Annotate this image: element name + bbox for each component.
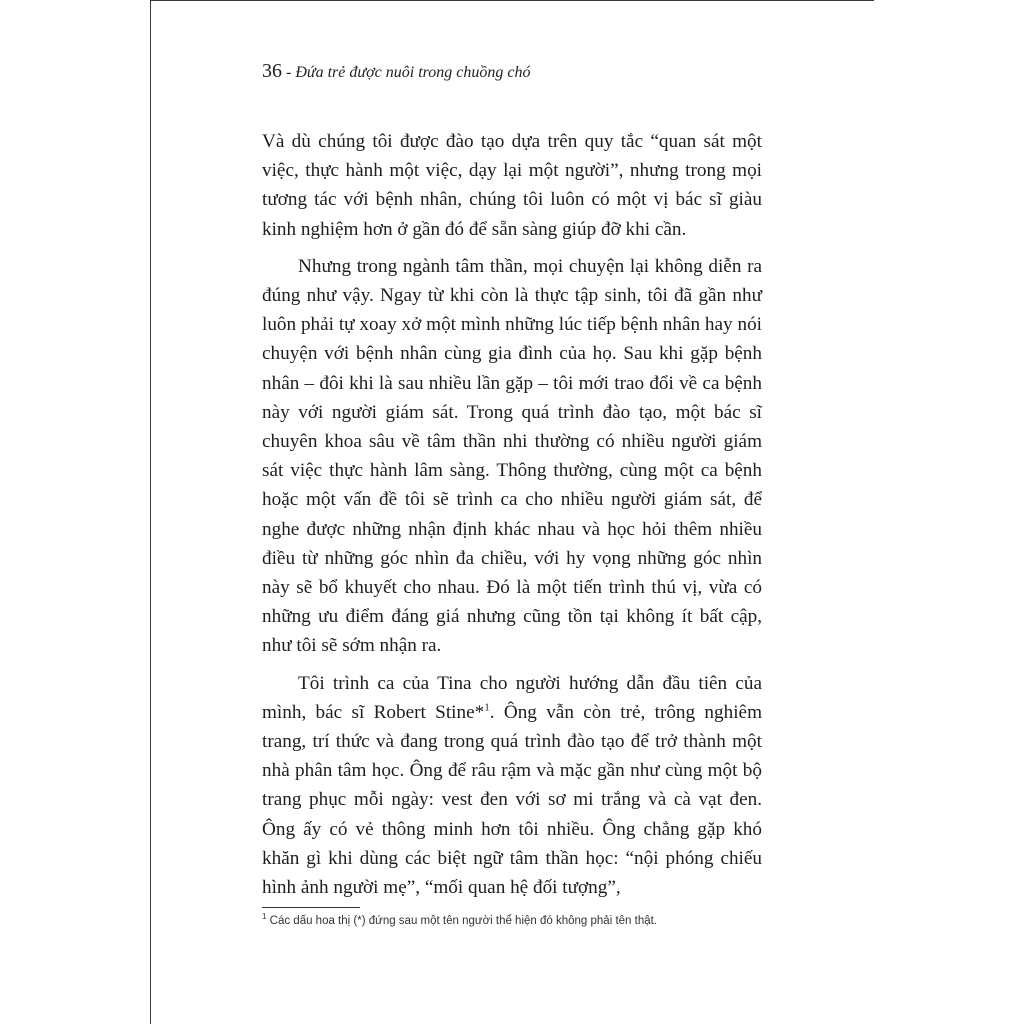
running-header (262, 60, 530, 83)
body-text (262, 127, 762, 902)
book-title: Đứa trẻ được nuôi trong chuồng chó (295, 64, 531, 81)
paragraph-2: Nhưng trong ngành tâm thần, mọi chuyện lại không diễn ra đúng như vậy. Ngay từ khi còn là thực tập sinh, tôi đã gần như luôn phải tự xoay xở một mình những lúc tiếp bệnh nhân hay nói chuyện với bệnh nhân cùng gia đình của họ. Sau khi gặp bệnh nhân – đôi khi là sau nhiều lần gặp – tôi mới trao đổi về ca bệnh này với người giám sát. Trong quá trình đào tạo, một bác sĩ chuyên khoa sâu về tâm thần nhi thường có nhiều người giám sát việc thực hành lâm sàng. Thông thường, cùng một ca bệnh hoặc một vấn đề tôi sẽ trình ca cho nhiều người giám sát, để nghe được những nhận định khác nhau và học hỏi thêm nhiều điều từ những góc nhìn đa chiều, với hy vọng những góc nhìn này sẽ bổ khuyết cho nhau. Đó là một tiến trình thú vị, vừa có những ưu điểm đáng giá nhưng cũng tồn tại không ít bất cập, như tôi sẽ sớm nhận ra. (262, 255, 762, 657)
paragraph-1: Và dù chúng tôi được đào tạo dựa trên quy tắc “quan sát một việc, thực hành một việc, dạy lại một người”, nhưng trong mọi tương tác với bệnh nhân, chúng tôi luôn có một vị bác sĩ giàu kinh nghiệm hơn ở gần đó để sẵn sàng giúp đỡ khi cần. (262, 131, 762, 240)
footnote-reference: 1 (484, 701, 490, 714)
footnote-text: Các dấu hoa thị (*) đứng sau một tên người thể hiện đó không phải tên thật. (266, 915, 658, 927)
paragraph-3-part-1: Tôi trình ca của Tina cho người hướng dẫn đầu tiên của mình, bác sĩ Robert Stine* (262, 672, 762, 723)
footnote-divider (262, 907, 360, 908)
page-top-border (150, 0, 874, 1)
page-number: 36 (262, 60, 282, 82)
paragraph-3 (262, 669, 762, 903)
header-separator: - (286, 64, 292, 81)
paragraph-3-part-2: . Ông vẫn còn trẻ, trông nghiêm trang, trí thức và đang trong quá trình đào tạo để trở thành một nhà phân tâm học. Ông để râu rậm và mặc gần như cùng một bộ trang phục mỗi ngày: vest đen với sơ mi trắng và cà vạt đen. Ông ấy có vẻ thông minh hơn tôi nhiều. Ông chẳng gặp khó khăn gì khi dùng các biệt ngữ tâm thần học: “nội phóng chiếu hình ảnh người mẹ”, “mối quan hệ đối tượng”, (262, 701, 762, 899)
footnote-marker: 1 (262, 912, 267, 922)
footnote (262, 913, 762, 929)
page-left-border (150, 0, 151, 1024)
